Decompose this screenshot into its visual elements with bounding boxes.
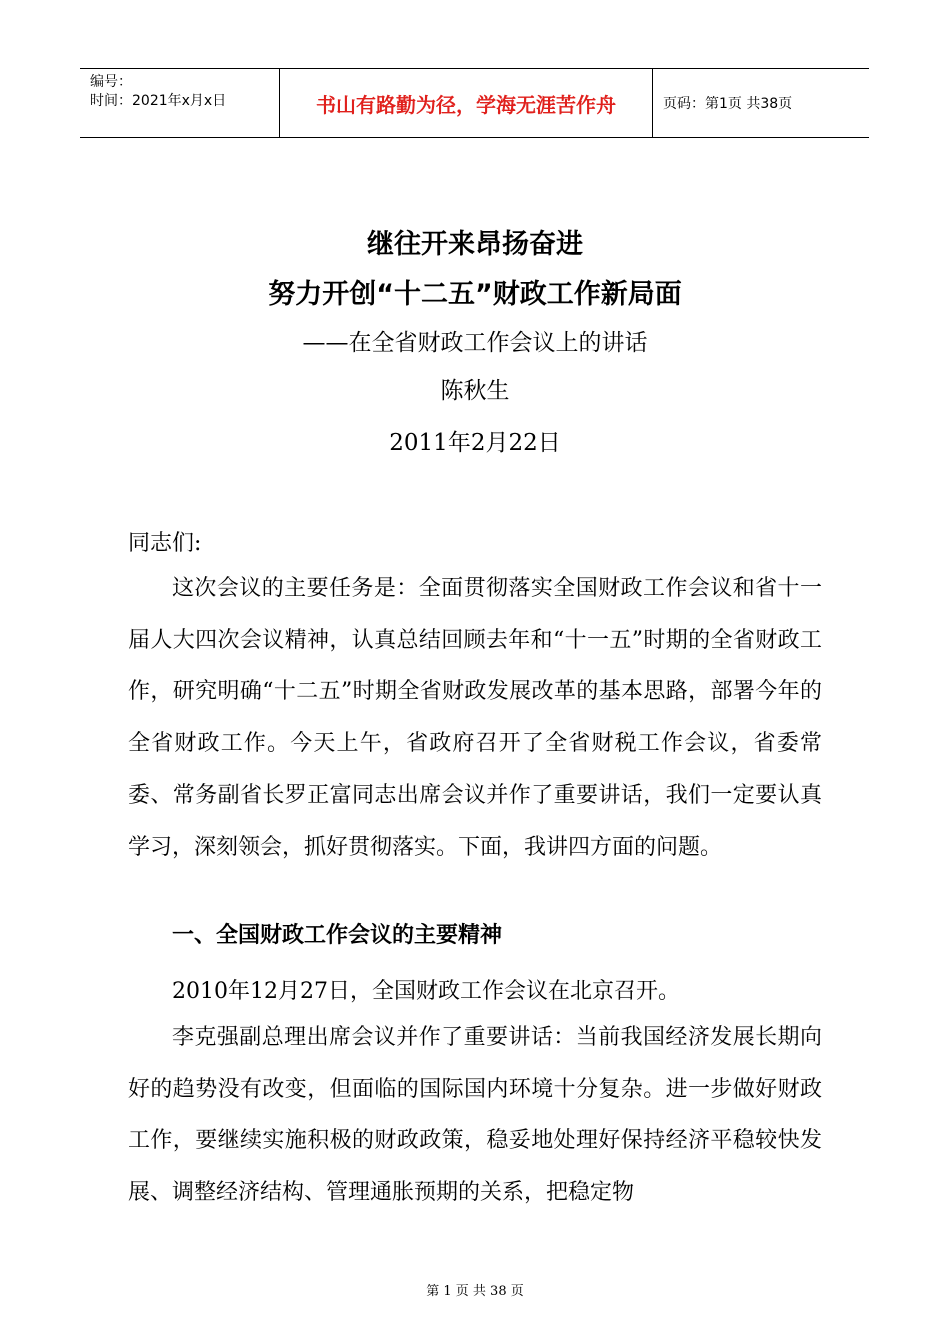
salutation: 同志们: bbox=[128, 531, 202, 556]
author: 陈秋生 bbox=[440, 378, 510, 404]
document-header bbox=[80, 68, 869, 138]
speech-date: 2011年2月22日 bbox=[389, 430, 561, 456]
page-footer: 第 1 页 共 38 页 bbox=[426, 1284, 524, 1299]
paragraph-3: 李克强副总理出席会议并作了重要讲话：当前我国经济发展长期向好的趋势没有改变，但面临的国际国内环境十分复杂。进一步做好财政工作，要继续实施积极的财政政策，稳妥地处理好保持经济平稳较快发展、调整经济结构、管理通胀预期的关系，把稳定物 bbox=[128, 1025, 822, 1206]
subtitle: ——在全省财政工作会议上的讲话 bbox=[302, 330, 648, 356]
title-line-2: 努力开创“十二五”财政工作新局面 bbox=[268, 279, 682, 310]
section-1-heading: 一、全国财政工作会议的主要精神 bbox=[172, 923, 503, 948]
paragraph-2: 2010年12月27日，全国财政工作会议在北京召开。 bbox=[172, 979, 680, 1004]
serial-number-label: 编号： bbox=[90, 74, 132, 90]
header-motto: 书山有路勤为径，学海无涯苦作舟 bbox=[280, 69, 653, 137]
paragraph-1: 这次会议的主要任务是：全面贯彻落实全国财政工作会议和省十一届人大四次会议精神，认真总结回顾去年和“十一五”时期的全省财政工作，研究明确“十二五”时期全省财政发展改革的基本思路，部署今年的全省财政工作。今天上午，省政府召开了全省财税工作会议，省委常委、常务副省长罗正富同志出席会议并作了重要讲话，我们一定要认真学习，深刻领会，抓好贯彻落实。下面，我讲四方面的问题。 bbox=[128, 576, 822, 860]
header-page-info: 页码：第1页 共38页 bbox=[663, 96, 793, 112]
date-line: 时间：2021年x月x日 bbox=[90, 93, 227, 109]
title-line-1: 继往开来昂扬奋进 bbox=[367, 229, 583, 260]
header-left-cell bbox=[80, 69, 280, 137]
